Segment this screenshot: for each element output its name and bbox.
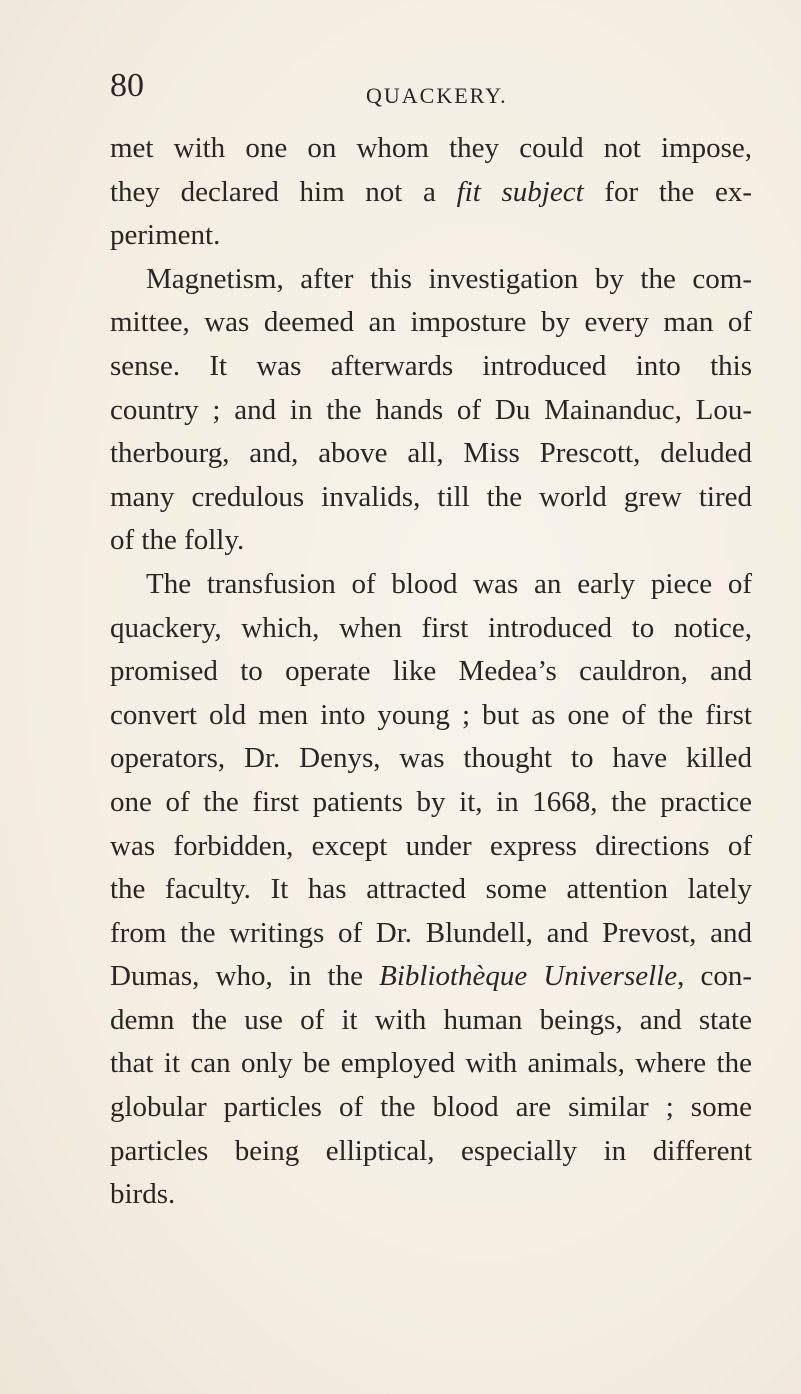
text-run: many credulous invalids, till the world grew tired <box>110 480 752 513</box>
text-line <box>110 519 752 563</box>
text-line <box>110 955 752 999</box>
text-run: from the writings of Dr. Blundell, and Prevost, and <box>110 916 752 949</box>
text-run: mittee, was deemed an imposture by every man of <box>110 306 752 339</box>
text-run: , con- <box>677 960 753 993</box>
text-run: that it can only be employed with animals, where the <box>110 1047 752 1080</box>
italic-text: fit subject <box>456 175 584 208</box>
text-line <box>110 1042 752 1086</box>
text-run: Magnetism, after this investigation by the com- <box>146 262 752 295</box>
text-line <box>110 999 752 1043</box>
text-run: they declared him not a <box>110 175 457 208</box>
text-run: met with one on whom they could not impose, <box>110 132 752 164</box>
text-line <box>110 607 752 651</box>
text-run: the faculty. It has attracted some attention lately <box>110 873 752 906</box>
text-line <box>110 694 752 738</box>
text-run: one of the first patients by it, in 1668, the practice <box>110 785 752 818</box>
text-line <box>110 781 752 825</box>
text-run: for the ex- <box>583 175 752 208</box>
text-line <box>110 912 752 956</box>
text-line <box>110 345 752 389</box>
text-line <box>110 258 752 302</box>
text-run: periment. <box>110 219 221 252</box>
text-run: demn the use of it with human beings, and state <box>110 1003 752 1036</box>
text-line <box>110 1130 752 1174</box>
text-line <box>110 1173 752 1217</box>
text-line <box>110 737 752 781</box>
text-line <box>110 301 752 345</box>
text-line <box>110 868 752 912</box>
body-text <box>110 127 752 1217</box>
text-run: therbourg, and, above all, Miss Prescott, deluded <box>110 437 752 470</box>
text-line <box>110 563 752 607</box>
text-line <box>110 1086 752 1130</box>
text-run: The transfusion of blood was an early piece of <box>146 567 752 600</box>
text-run: convert old men into young ; but as one of the first <box>110 698 752 731</box>
text-run: globular particles of the blood are similar ; some <box>110 1091 752 1124</box>
text-run: was forbidden, except under express directions of <box>110 829 752 862</box>
text-line <box>110 171 752 215</box>
text-line <box>110 650 752 694</box>
text-run: sense. It was afterwards introduced into this <box>110 349 752 382</box>
text-run: birds. <box>110 1178 176 1211</box>
text-line <box>110 825 752 869</box>
text-line <box>110 432 752 476</box>
text-run: of the folly. <box>110 524 245 557</box>
text-line <box>110 389 752 433</box>
italic-text: Bibliothèque Universelle <box>379 960 678 993</box>
text-run: promised to operate like Medea’s cauldron, and <box>110 655 752 688</box>
text-run: particles being elliptical, especially in different <box>110 1134 752 1167</box>
text-run: operators, Dr. Denys, was thought to have killed <box>110 742 752 775</box>
text-line <box>110 476 752 520</box>
running-head: QUACKERY. <box>366 83 508 108</box>
text-line <box>110 127 752 171</box>
text-run: Dumas, who, in the <box>110 960 380 993</box>
text-run: country ; and in the hands of Du Mainanduc, Lou- <box>110 393 752 426</box>
page-number: 80 <box>110 67 144 104</box>
text-line <box>110 214 752 258</box>
text-run: quackery, which, when first introduced to notice, <box>110 611 752 644</box>
